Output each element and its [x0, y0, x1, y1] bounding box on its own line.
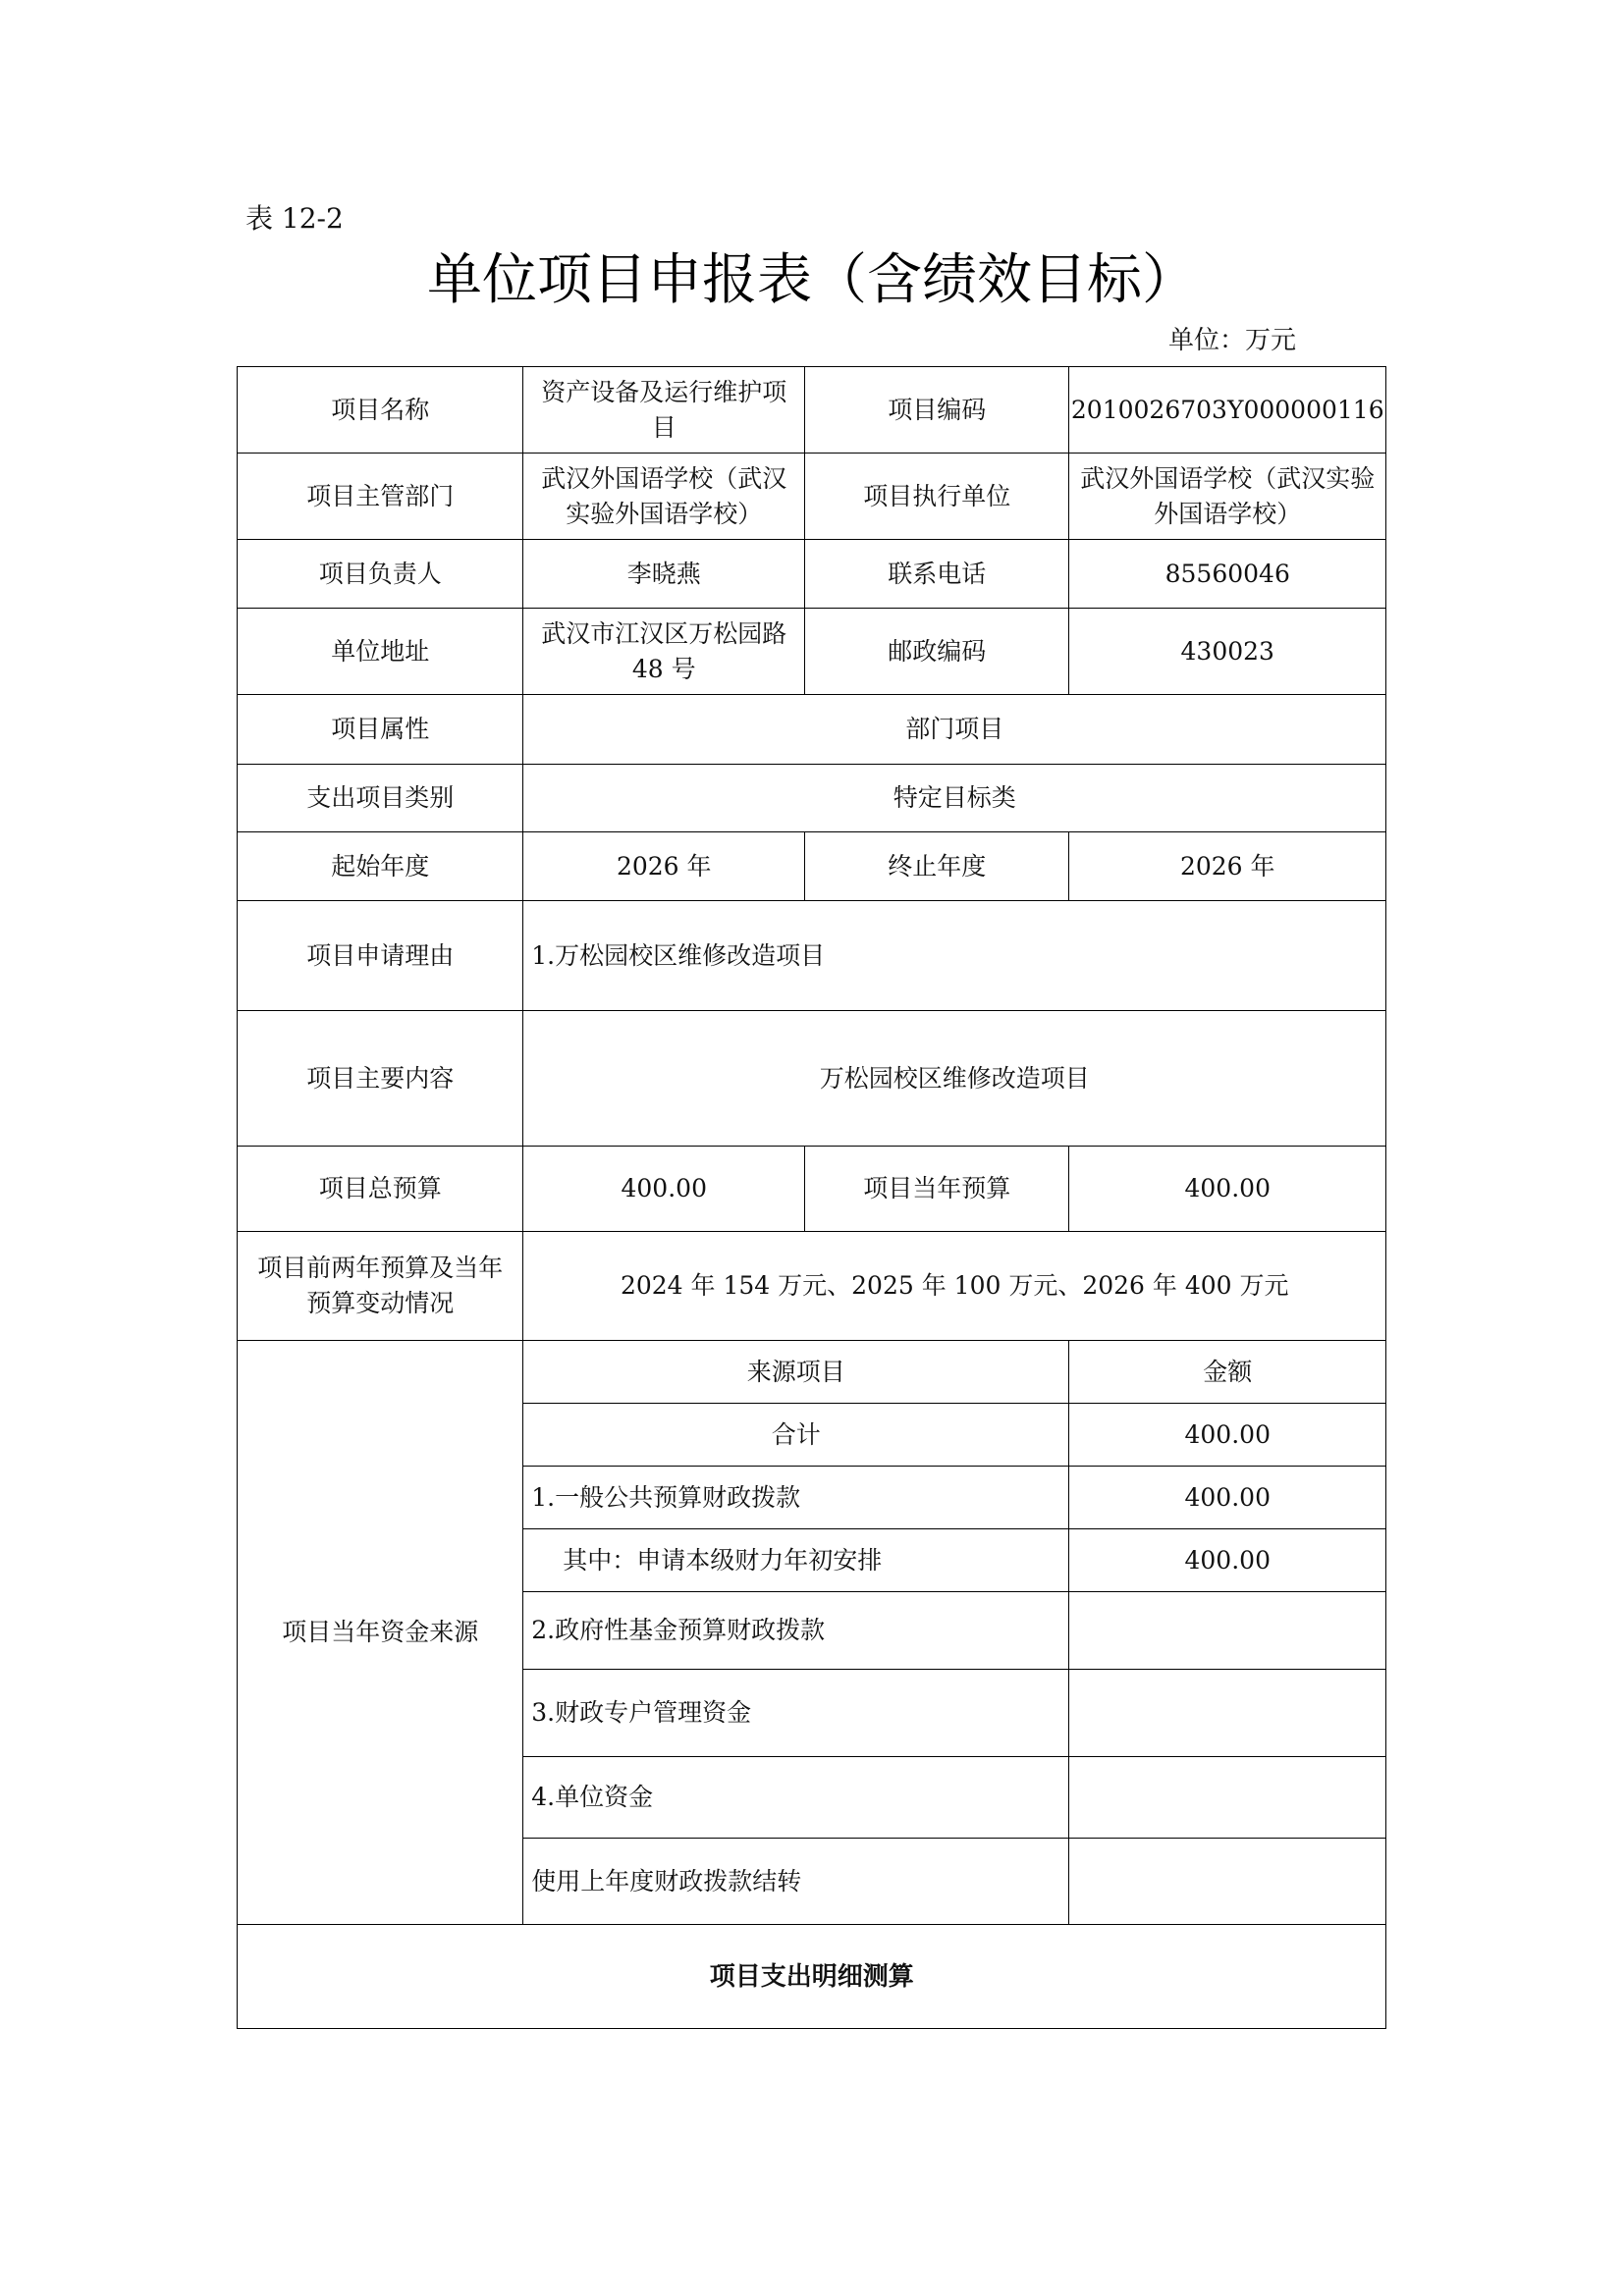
- project-name-label: 项目名称: [237, 366, 523, 454]
- funding-amount-row: 400.00: [1068, 1466, 1386, 1529]
- funding-amount-row: [1068, 1838, 1386, 1925]
- phone-value: 85560046: [1068, 539, 1386, 609]
- project-code-value: 2010026703Y000000116: [1068, 366, 1386, 454]
- funding-source-row: 4.单位资金: [522, 1756, 1069, 1839]
- content-value: 万松园校区维修改造项目: [522, 1010, 1386, 1147]
- dept-label: 项目主管部门: [237, 453, 523, 540]
- address-value: 武汉市江汉区万松园路48 号: [522, 608, 805, 695]
- year-budget-value: 400.00: [1068, 1146, 1386, 1232]
- funding-source-row: 1.一般公共预算财政拨款: [522, 1466, 1069, 1529]
- postcode-value: 430023: [1068, 608, 1386, 695]
- postcode-label: 邮政编码: [804, 608, 1069, 695]
- phone-label: 联系电话: [804, 539, 1069, 609]
- funding-label: 项目当年资金来源: [237, 1340, 523, 1925]
- funding-col-amount: 金额: [1068, 1340, 1386, 1404]
- funding-amount-row: 400.00: [1068, 1528, 1386, 1592]
- funding-source-total: 合计: [522, 1403, 1069, 1467]
- project-code-label: 项目编码: [804, 366, 1069, 454]
- reason-value: 1.万松园校区维修改造项目: [522, 900, 1386, 1011]
- start-year-value: 2026 年: [522, 831, 805, 901]
- funding-source-row: 3.财政专户管理资金: [522, 1669, 1069, 1757]
- history-value: 2024 年 154 万元、2025 年 100 万元、2026 年 400 万元: [522, 1231, 1386, 1341]
- category-value: 特定目标类: [522, 764, 1386, 832]
- end-year-value: 2026 年: [1068, 831, 1386, 901]
- table-number: 表 12-2: [245, 202, 344, 235]
- attr-value: 部门项目: [522, 694, 1386, 765]
- attr-label: 项目属性: [237, 694, 523, 765]
- content-label: 项目主要内容: [237, 1010, 523, 1147]
- funding-source-row: 使用上年度财政拨款结转: [522, 1838, 1069, 1925]
- funding-col-source: 来源项目: [522, 1340, 1069, 1404]
- funding-amount-row: [1068, 1669, 1386, 1757]
- funding-amount-total: 400.00: [1068, 1403, 1386, 1467]
- exec-unit-value: 武汉外国语学校（武汉实验外国语学校）: [1068, 453, 1386, 540]
- funding-source-row: 2.政府性基金预算财政拨款: [522, 1591, 1069, 1670]
- page-title: 单位项目申报表（含绩效目标）: [427, 248, 1197, 312]
- leader-label: 项目负责人: [237, 539, 523, 609]
- project-name-value: 资产设备及运行维护项目: [522, 366, 805, 454]
- year-budget-label: 项目当年预算: [804, 1146, 1069, 1232]
- leader-value: 李晓燕: [522, 539, 805, 609]
- detail-section-heading: 项目支出明细测算: [237, 1924, 1386, 2029]
- address-label: 单位地址: [237, 608, 523, 695]
- start-year-label: 起始年度: [237, 831, 523, 901]
- unit-note: 单位：万元: [1168, 326, 1297, 355]
- total-budget-label: 项目总预算: [237, 1146, 523, 1232]
- funding-amount-row: [1068, 1756, 1386, 1839]
- category-label: 支出项目类别: [237, 764, 523, 832]
- funding-amount-row: [1068, 1591, 1386, 1670]
- dept-value: 武汉外国语学校（武汉实验外国语学校）: [522, 453, 805, 540]
- total-budget-value: 400.00: [522, 1146, 805, 1232]
- end-year-label: 终止年度: [804, 831, 1069, 901]
- reason-label: 项目申请理由: [237, 900, 523, 1011]
- history-label: 项目前两年预算及当年预算变动情况: [237, 1231, 523, 1341]
- exec-unit-label: 项目执行单位: [804, 453, 1069, 540]
- funding-source-row: 其中：申请本级财力年初安排: [522, 1528, 1069, 1592]
